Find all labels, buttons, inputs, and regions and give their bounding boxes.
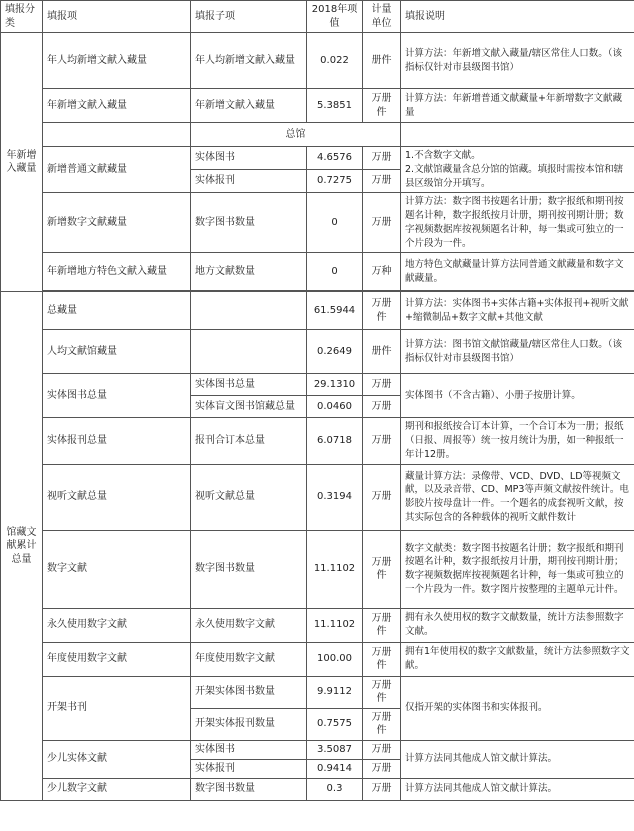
item-cell: 年新增文献入藏量 bbox=[43, 89, 191, 123]
header-row bbox=[1, 1, 634, 33]
value-cell: 0.3 bbox=[307, 778, 363, 800]
item-cell: 数字文献 bbox=[43, 530, 191, 608]
value-cell: 29.1310 bbox=[307, 374, 363, 396]
unit-cell: 万册 bbox=[363, 464, 401, 530]
item-cell: 少儿实体文献 bbox=[43, 740, 191, 778]
category-total-holdings: 馆藏文献累计总量 bbox=[1, 292, 43, 800]
table-row bbox=[1, 778, 634, 800]
table-row bbox=[1, 330, 634, 374]
item-cell: 新增数字文献藏量 bbox=[43, 193, 191, 253]
unit-cell: 万册件 bbox=[363, 89, 401, 123]
description-cell: 计算方法：数字图书按题名计册；数字报纸和期刊按题名计种，数字报纸按月计册，期刊按刊期计册；数字视频数据库按视频题名计种，每一集或可独立的一个片段为一件。 bbox=[401, 193, 634, 253]
item-cell: 新增普通文献藏量 bbox=[43, 147, 191, 193]
value-cell: 0.7575 bbox=[307, 708, 363, 740]
unit-cell: 万册 bbox=[363, 740, 401, 759]
table-row bbox=[1, 89, 634, 123]
unit-cell: 万册 bbox=[363, 374, 401, 396]
description-cell: 计算方法：实体图书+实体古籍+实体报刊+视听文献+缩微制品+数字文献+其他文献 bbox=[401, 292, 634, 330]
value-cell: 0.022 bbox=[307, 33, 363, 89]
subitem-cell: 实体盲文图书馆藏总量 bbox=[191, 396, 307, 418]
unit-cell: 万册 bbox=[363, 418, 401, 464]
unit-cell: 册件 bbox=[363, 33, 401, 89]
unit-cell: 万册 bbox=[363, 778, 401, 800]
value-cell: 100.00 bbox=[307, 642, 363, 676]
unit-cell: 万册件 bbox=[363, 676, 401, 708]
table-row bbox=[1, 147, 634, 170]
item-cell bbox=[43, 123, 191, 147]
header-value: 2018年项值 bbox=[307, 1, 363, 33]
item-cell: 年人均新增文献入藏量 bbox=[43, 33, 191, 89]
value-cell: 11.1102 bbox=[307, 608, 363, 642]
subitem-cell: 开架实体报刊数量 bbox=[191, 708, 307, 740]
description-cell: 1.不含数字文献。 2.文献馆藏量含总分馆的馆藏。填报时需按本馆和辖县区级馆分开填写。 bbox=[401, 147, 634, 193]
header-item: 填报项 bbox=[43, 1, 191, 33]
item-cell: 实体图书总量 bbox=[43, 374, 191, 418]
description-cell: 拥有永久使用权的数字文献数量，统计方法参照数字文献。 bbox=[401, 608, 634, 642]
header-description: 填报说明 bbox=[401, 1, 634, 33]
unit-cell: 万册件 bbox=[363, 608, 401, 642]
value-cell: 0.9414 bbox=[307, 759, 363, 778]
value-cell: 4.6576 bbox=[307, 147, 363, 170]
unit-cell: 万册 bbox=[363, 396, 401, 418]
description-cell: 实体图书（不含古籍）、小册子按册计算。 bbox=[401, 374, 634, 418]
description-cell: 地方特色文献藏量计算方法同普通文献藏量和数字文献藏量。 bbox=[401, 253, 634, 291]
header-unit: 计量单位 bbox=[363, 1, 401, 33]
description-cell: 计算方法：年新增普通文献藏量+年新增数字文献藏量 bbox=[401, 89, 634, 123]
item-cell: 视听文献总量 bbox=[43, 464, 191, 530]
subitem-cell: 数字图书数量 bbox=[191, 530, 307, 608]
branch-label: 总馆 bbox=[191, 123, 401, 147]
subitem-cell: 实体图书 bbox=[191, 147, 307, 170]
subitem-cell: 实体报刊 bbox=[191, 170, 307, 193]
value-cell: 6.0718 bbox=[307, 418, 363, 464]
unit-cell: 册件 bbox=[363, 330, 401, 374]
value-cell: 5.3851 bbox=[307, 89, 363, 123]
value-cell: 0 bbox=[307, 253, 363, 291]
item-cell: 年度使用数字文献 bbox=[43, 642, 191, 676]
unit-cell: 万册 bbox=[363, 147, 401, 170]
description-cell: 数字文献类：数字图书按题名计册；数字报纸和期刊按题名计种，数字报纸按月计册，期刊按刊期计册；数字视频数据库按视频题名计种，每一集或可独立的一个片段为一件。数字图片按整理的主题单元计件。 bbox=[401, 530, 634, 608]
unit-cell: 万册件 bbox=[363, 292, 401, 330]
item-cell: 人均文献馆藏量 bbox=[43, 330, 191, 374]
value-cell: 0.2649 bbox=[307, 330, 363, 374]
item-cell: 永久使用数字文献 bbox=[43, 608, 191, 642]
subitem-cell: 年人均新增文献入藏量 bbox=[191, 33, 307, 89]
value-cell: 11.1102 bbox=[307, 530, 363, 608]
table-row bbox=[1, 464, 634, 530]
description-cell: 藏量计算方法：录像带、VCD、DVD、LD等视频文献，以及录音带、CD、MP3等声频文献按件统计。电影胶片按母盘计一件。一个题名的成套视听文献，按其实际包含的各种载体的视听文献件数计 bbox=[401, 464, 634, 530]
table-row bbox=[1, 33, 634, 89]
table-row bbox=[1, 193, 634, 253]
description-cell: 仅指开架的实体图书和实体报刊。 bbox=[401, 676, 634, 740]
table-row bbox=[1, 676, 634, 708]
header-subitem: 填报子项 bbox=[191, 1, 307, 33]
table-row bbox=[1, 253, 634, 291]
description-cell: 计算方法同其他成人馆文献计算法。 bbox=[401, 740, 634, 778]
subitem-cell: 年新增文献入藏量 bbox=[191, 89, 307, 123]
description-cell: 计算方法：年新增文献入藏量/辖区常住人口数。（该指标仅针对市县级图书馆） bbox=[401, 33, 634, 89]
subitem-cell: 实体图书 bbox=[191, 740, 307, 759]
value-cell: 61.5944 bbox=[307, 292, 363, 330]
value-cell: 3.5087 bbox=[307, 740, 363, 759]
subitem-cell: 开架实体图书数量 bbox=[191, 676, 307, 708]
item-cell: 少儿数字文献 bbox=[43, 778, 191, 800]
subitem-cell: 实体报刊 bbox=[191, 759, 307, 778]
table-row bbox=[1, 292, 634, 330]
subitem-cell: 年度使用数字文献 bbox=[191, 642, 307, 676]
item-cell: 总藏量 bbox=[43, 292, 191, 330]
unit-cell: 万册 bbox=[363, 193, 401, 253]
unit-cell: 万册件 bbox=[363, 642, 401, 676]
value-cell: 0.3194 bbox=[307, 464, 363, 530]
subitem-cell: 报刊合订本总量 bbox=[191, 418, 307, 464]
unit-cell: 万册件 bbox=[363, 708, 401, 740]
subitem-cell: 数字图书数量 bbox=[191, 778, 307, 800]
unit-cell: 万册 bbox=[363, 170, 401, 193]
unit-cell: 万册件 bbox=[363, 530, 401, 608]
description-cell: 计算方法同其他成人馆文献计算法。 bbox=[401, 778, 634, 800]
subitem-cell: 视听文献总量 bbox=[191, 464, 307, 530]
subitem-cell bbox=[191, 292, 307, 330]
unit-cell: 万种 bbox=[363, 253, 401, 291]
table-row bbox=[1, 642, 634, 676]
value-cell: 9.9112 bbox=[307, 676, 363, 708]
value-cell: 0 bbox=[307, 193, 363, 253]
description-cell bbox=[401, 123, 634, 147]
description-cell: 期刊和报纸按合订本计算，一个合订本为一册；报纸（日报、周报等）统一按月统计为册，如一种报纸一年计12册。 bbox=[401, 418, 634, 464]
item-cell: 实体报刊总量 bbox=[43, 418, 191, 464]
subitem-cell: 实体图书总量 bbox=[191, 374, 307, 396]
table-row bbox=[1, 740, 634, 759]
table-row bbox=[1, 123, 634, 147]
table-row bbox=[1, 374, 634, 396]
subitem-cell: 永久使用数字文献 bbox=[191, 608, 307, 642]
header-category: 填报分类 bbox=[1, 1, 43, 33]
subitem-cell: 数字图书数量 bbox=[191, 193, 307, 253]
subitem-cell bbox=[191, 330, 307, 374]
subitem-cell: 地方文献数量 bbox=[191, 253, 307, 291]
item-cell: 年新增地方特色文献入藏量 bbox=[43, 253, 191, 291]
value-cell: 0.7275 bbox=[307, 170, 363, 193]
category-new-holdings: 年新增入藏量 bbox=[1, 33, 43, 292]
table-row bbox=[1, 608, 634, 642]
unit-cell: 万册 bbox=[363, 759, 401, 778]
value-cell: 0.0460 bbox=[307, 396, 363, 418]
table-row bbox=[1, 418, 634, 464]
description-cell: 拥有1年使用权的数字文献数量，统计方法参照数字文献。 bbox=[401, 642, 634, 676]
description-cell: 计算方法：图书馆文献馆藏量/辖区常住人口数。（该指标仅针对市县级图书馆） bbox=[401, 330, 634, 374]
item-cell: 开架书刊 bbox=[43, 676, 191, 740]
table-row bbox=[1, 530, 634, 608]
